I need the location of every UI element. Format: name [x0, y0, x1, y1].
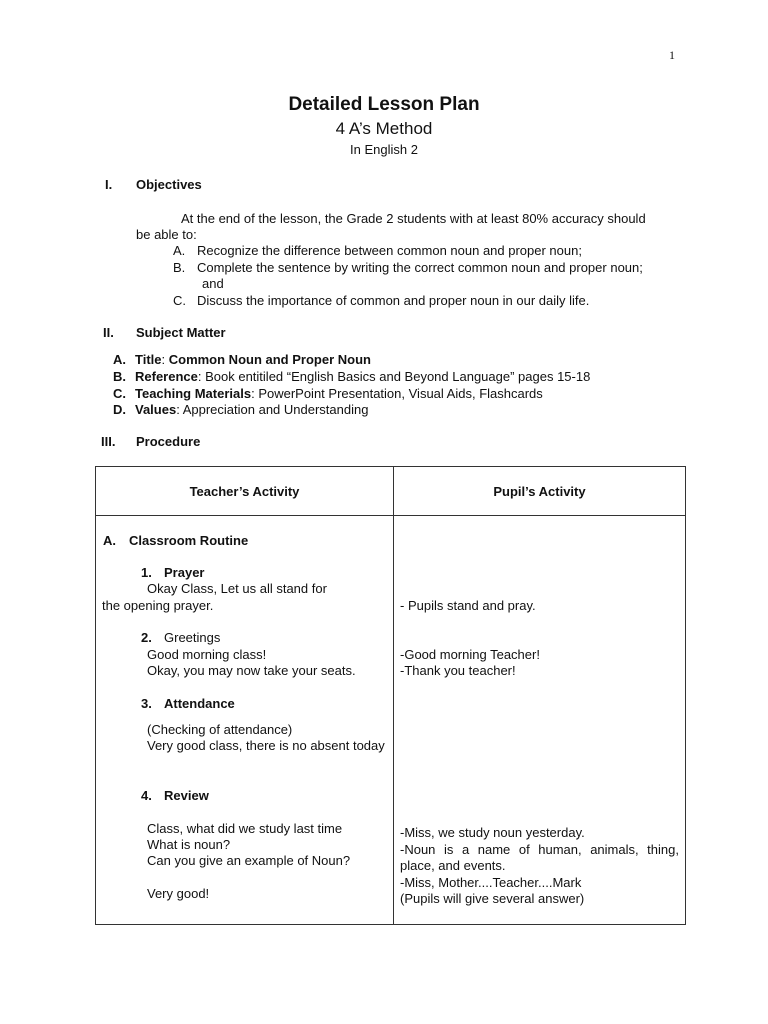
page-title: Detailed Lesson Plan: [288, 94, 480, 115]
table-row: [96, 516, 686, 925]
sm-label: Reference: [135, 369, 198, 384]
sm-value: Common Noun and Proper Noun: [168, 352, 371, 367]
objectives-intro-line2: be able to:: [136, 227, 197, 242]
review-pupil-line3: -Miss, Mother....Teacher....Mark: [400, 875, 582, 890]
sm-label: Teaching Materials: [135, 386, 252, 401]
procedure-table: [95, 466, 686, 925]
review-teacher-line3: Can you give an example of Noun?: [147, 853, 351, 868]
review-pupil-line2: -Noun is a name of human, animals, thing, place, and events.: [400, 842, 679, 873]
attendance-number: 3.: [141, 696, 152, 711]
procedure-number: III.: [101, 434, 116, 449]
objective-letter: B.: [173, 260, 186, 275]
page-subtitle: 4 A’s Method: [335, 119, 433, 138]
subject-matter-row: [113, 386, 543, 401]
prayer-pupil-line1: - Pupils stand and pray.: [400, 598, 536, 613]
sm-label: Title: [135, 352, 162, 367]
attendance-teacher-line2: Very good class, there is no absent today: [147, 738, 385, 753]
objectives-intro-line1: At the end of the lesson, the Grade 2 students with at least 80% accuracy should: [181, 211, 646, 226]
subject-matter-row: [113, 369, 590, 384]
prayer-teacher-line1: Okay Class, Let us all stand for: [147, 581, 327, 596]
objective-item-a: Recognize the difference between common noun and proper noun;: [197, 243, 582, 258]
section-letter: A.: [103, 533, 116, 548]
sm-value: PowerPoint Presentation, Visual Aids, Flashcards: [258, 386, 543, 401]
subject-matter-heading: Subject Matter: [136, 325, 226, 340]
table-header-row: [96, 467, 686, 516]
greetings-title: Greetings: [164, 630, 221, 645]
teacher-activity-cell: [96, 516, 394, 925]
pupil-activity-cell: [394, 516, 686, 925]
prayer-teacher-line2: the opening prayer.: [102, 598, 214, 613]
review-teacher-line1: Class, what did we study last time: [147, 821, 343, 836]
greetings-teacher-line2: Okay, you may now take your seats.: [147, 663, 356, 678]
greetings-pupil-line2: -Thank you teacher!: [400, 663, 516, 678]
sm-label: Values: [135, 402, 177, 417]
objectives-heading: Objectives: [136, 177, 202, 192]
sm-letter: B.: [113, 369, 126, 384]
review-pupil-line1: -Miss, we study noun yesterday.: [400, 825, 585, 840]
sm-sep: :: [161, 352, 169, 367]
subject-line: In English 2: [350, 142, 418, 157]
review-title: Review: [164, 788, 209, 803]
review-teacher-line2: What is noun?: [147, 837, 231, 852]
attendance-title: Attendance: [164, 696, 235, 711]
attendance-teacher-line1: (Checking of attendance): [147, 722, 293, 737]
prayer-title: Prayer: [164, 565, 205, 580]
sm-sep: :: [197, 369, 206, 384]
sm-letter: C.: [113, 386, 126, 401]
greetings-teacher-line1: Good morning class!: [147, 647, 267, 662]
subject-matter-row: [113, 402, 368, 417]
sm-sep: :: [176, 402, 183, 417]
objective-item-b: Complete the sentence by writing the correct common noun and proper noun;: [197, 260, 643, 275]
subject-matter-row: [113, 352, 371, 367]
greetings-number: 2.: [141, 630, 152, 645]
objectives-number: I.: [105, 177, 113, 192]
teacher-activity-header: Teacher’s Activity: [96, 467, 394, 516]
prayer-number: 1.: [141, 565, 152, 580]
sm-letter: D.: [113, 402, 126, 417]
sm-sep: :: [251, 386, 259, 401]
page-number: 1: [669, 48, 675, 62]
review-teacher-line4: Very good!: [147, 886, 210, 901]
objective-item-b-cont: and: [202, 276, 224, 291]
objective-letter: A.: [173, 243, 186, 258]
sm-letter: A.: [113, 352, 126, 367]
objective-letter: C.: [173, 293, 186, 308]
review-pupil-line4: (Pupils will give several answer): [400, 891, 585, 906]
subject-matter-number: II.: [103, 325, 114, 340]
sm-value: Book entitiled “English Basics and Beyond Language” pages 15-18: [205, 369, 591, 384]
sm-value: Appreciation and Understanding: [182, 402, 369, 417]
objective-item-c: Discuss the importance of common and proper noun in our daily life.: [197, 293, 590, 308]
greetings-pupil-line1: -Good morning Teacher!: [400, 647, 540, 662]
section-title: Classroom Routine: [129, 533, 249, 548]
pupil-activity-header: Pupil’s Activity: [394, 467, 686, 516]
review-number: 4.: [141, 788, 152, 803]
procedure-heading: Procedure: [136, 434, 201, 449]
